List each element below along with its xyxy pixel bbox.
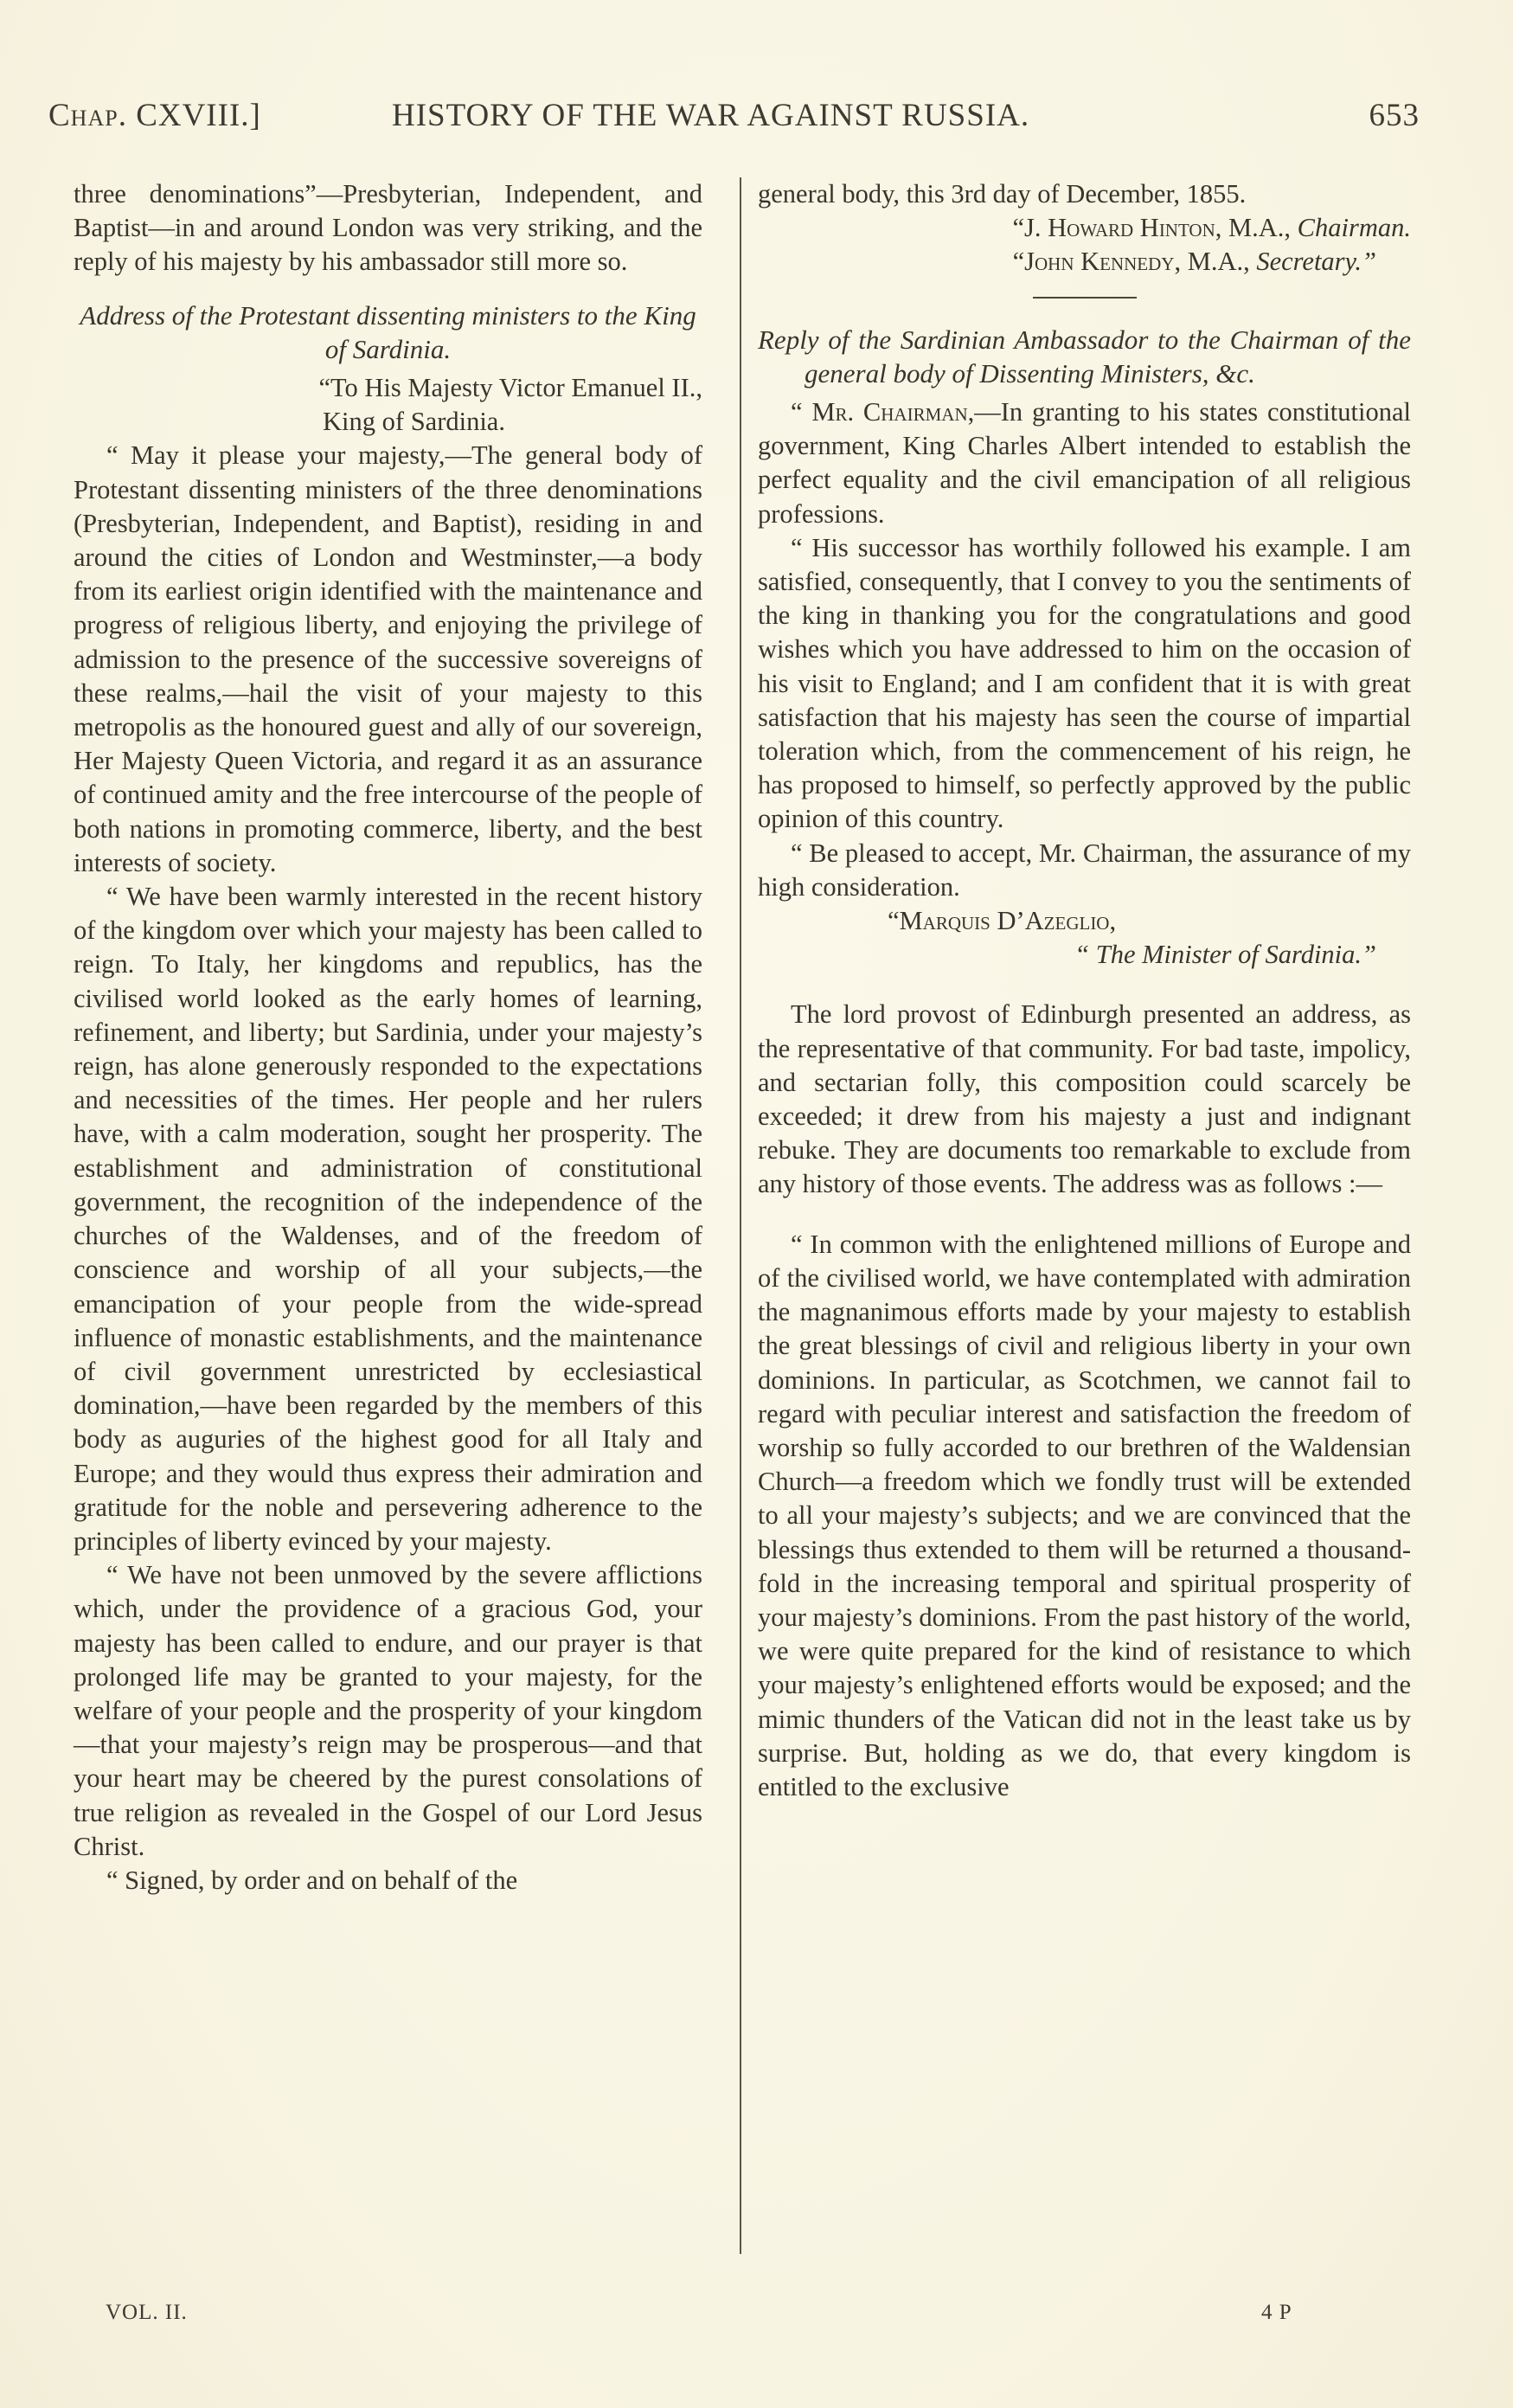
signatory-role: Secretary.” — [1256, 247, 1376, 277]
signature-secretary — [758, 245, 1411, 279]
salutation-line: “To His Majesty Victor Emanuel II., — [318, 373, 702, 403]
page-number: 653 — [1369, 98, 1420, 133]
signatory-name: “Marquis D’Azeglio, — [888, 906, 1117, 936]
signatory-name: “J. Howard Hinton, M.A., — [1012, 213, 1292, 243]
address-salutation — [74, 371, 702, 439]
signature-mark: 4 P — [1261, 2301, 1292, 2324]
paragraph: “ May it please your majesty,—The general body of Protestant dissenting ministers of the three denominations (Presbyterian, Independent, and Baptist), residing in and around the cities of London and Westminster,—a body from its earliest origin identified with the maintenance and progress of religious liberty, and enjoying the privilege of admission to the presence of the successive sovereigns of these realms,—hail the visit of your majesty to this metropolis as the honoured guest and ally of our sovereign, Her Majesty Queen Victoria, and regard it as an assurance of continued amity and the free intercourse of the people of both nations in promoting commerce, liberty, and the best interests of society. — [74, 440, 702, 877]
section-rule — [1033, 297, 1137, 299]
salutation-line: King of Sardinia. — [323, 407, 505, 437]
paragraph: “ In common with the enlightened millions of Europe and of the civilised world, we have contemplated with admiration the magnanimous efforts made by your majesty to establish the great blessings of civil and religious liberty in your own dominions. In particular, as Scotchmen, we cannot fail to regard with peculiar interest and satisfaction the freedom of worship so fully accorded to our brethren of the Waldensian Church—a freedom which we fondly trust will be extended to all your majesty’s subjects; and we are convinced that the blessings thus extended to them will be returned a thousand-fold in the increasing temporal and spiritual prosperity of your majesty’s dominions. From the past history of the world, we were quite prepared for the kind of resistance to which your majesty’s enlightened efforts would be exposed; and the mimic thunders of the Vatican did not in the least take us by surprise. But, holding as we do, that every kingdom is entitled to the exclusive — [758, 1229, 1411, 1801]
paragraph: “ His successor has worthily followed his example. I am satisfied, consequently, that I convey to you the sentiments of the king in thanking you for the congratulations and good wishes which you have addressed to him on the occasion of his visit to England; and I am confident that it is with great satisfaction that his majesty has seen the course of impartial toleration which, from the commencement of his reign, he has proposed to himself, so perfectly approved by the public opinion of this country. — [758, 532, 1411, 834]
volume-footer: VOL. II. — [106, 2301, 188, 2324]
spacer — [758, 1202, 1411, 1228]
salutation-lead: “ Mr. Chairman, — [791, 397, 975, 427]
signature-marquis — [758, 904, 1411, 938]
signatory-role: Chairman. — [1297, 213, 1411, 243]
signatory-name: “John Kennedy, M.A., — [1012, 247, 1250, 277]
paragraph: “ We have not been unmoved by the severe afflictions which, under the providence of a gracious God, your majesty has been called to endure, and our prayer is that prolonged life may be granted to your majesty, for the welfare of your people and the prosperity of your kingdom—that your majesty’s reign may be prosperous—and that your heart may be cheered by the purest consolations of true religion as revealed in the Gospel of our Lord Jesus Christ. — [74, 1560, 702, 1861]
section-heading-reply: Reply of the Sardinian Ambassador to the Chairman of the general body of Dissenting Ministers, &c. — [758, 324, 1411, 388]
paragraph: “ Be pleased to accept, Mr. Chairman, the assurance of my high consideration. — [758, 838, 1411, 902]
section-heading-address: Address of the Protestant dissenting ministers to the King of Sardinia. — [80, 299, 696, 364]
paragraph: “ Signed, by order and on behalf of the — [106, 1865, 518, 1895]
signature-marquis-role — [758, 938, 1411, 972]
chapter-label: Chap. CXVIII.] — [48, 98, 261, 133]
book-title: HISTORY OF THE WAR AGAINST RUSSIA. — [392, 98, 1030, 133]
right-column — [758, 177, 1411, 1804]
left-column — [74, 177, 702, 1898]
paragraph: general body, this 3rd day of December, 1855. — [758, 179, 1247, 209]
signature-chairman — [758, 211, 1411, 245]
spacer — [758, 972, 1411, 998]
column-divider — [740, 177, 741, 2254]
running-head — [48, 97, 1420, 140]
signatory-role: “ The Minister of Sardinia.” — [1074, 940, 1376, 970]
paragraph: The lord provost of Edinburgh presented an address, as the representative of that community. For bad taste, impolicy, and sectarian folly, this composition could scarcely be exceeded; it drew from his majesty a just and indignant rebuke. They are documents too remarkable to exclude from any history of those events. The address was as follows :— — [758, 999, 1411, 1199]
paragraph: “ We have been warmly interested in the recent history of the kingdom over which your majesty has been called to reign. To Italy, her kingdoms and republics, has the civilised world looked as the early homes of learning, refinement, and liberty; but Sardinia, under your majesty’s reign, has alone generously responded to the expectations and necessities of the times. Her people and her rulers have, with a calm moderation, sought her prosperity. The establishment and administration of constitutional government, the recognition of the independence of the churches of the Waldenses, and of the freedom of conscience and worship of all your subjects,—the emancipation of your people from the wide-spread influence of monastic establishments, and the maintenance of civil government unrestricted by ecclesiastical domination,—have been regarded by the members of this body as auguries of the highest good for all Italy and Europe; and they would thus express their admiration and gratitude for the noble and persevering adherence to the principles of liberty evinced by your majesty. — [74, 882, 702, 1556]
paragraph-text: —In granting to his states constitutional government, King Charles Albert intended to establish the perfect equality and the civil emancipation of all religious professions. — [758, 397, 1411, 529]
paragraph: three denominations”—Presbyterian, Independent, and Baptist—in and around London was very striking, and the reply of his majesty by his ambassador still more so. — [74, 179, 702, 277]
paragraph — [758, 395, 1411, 531]
